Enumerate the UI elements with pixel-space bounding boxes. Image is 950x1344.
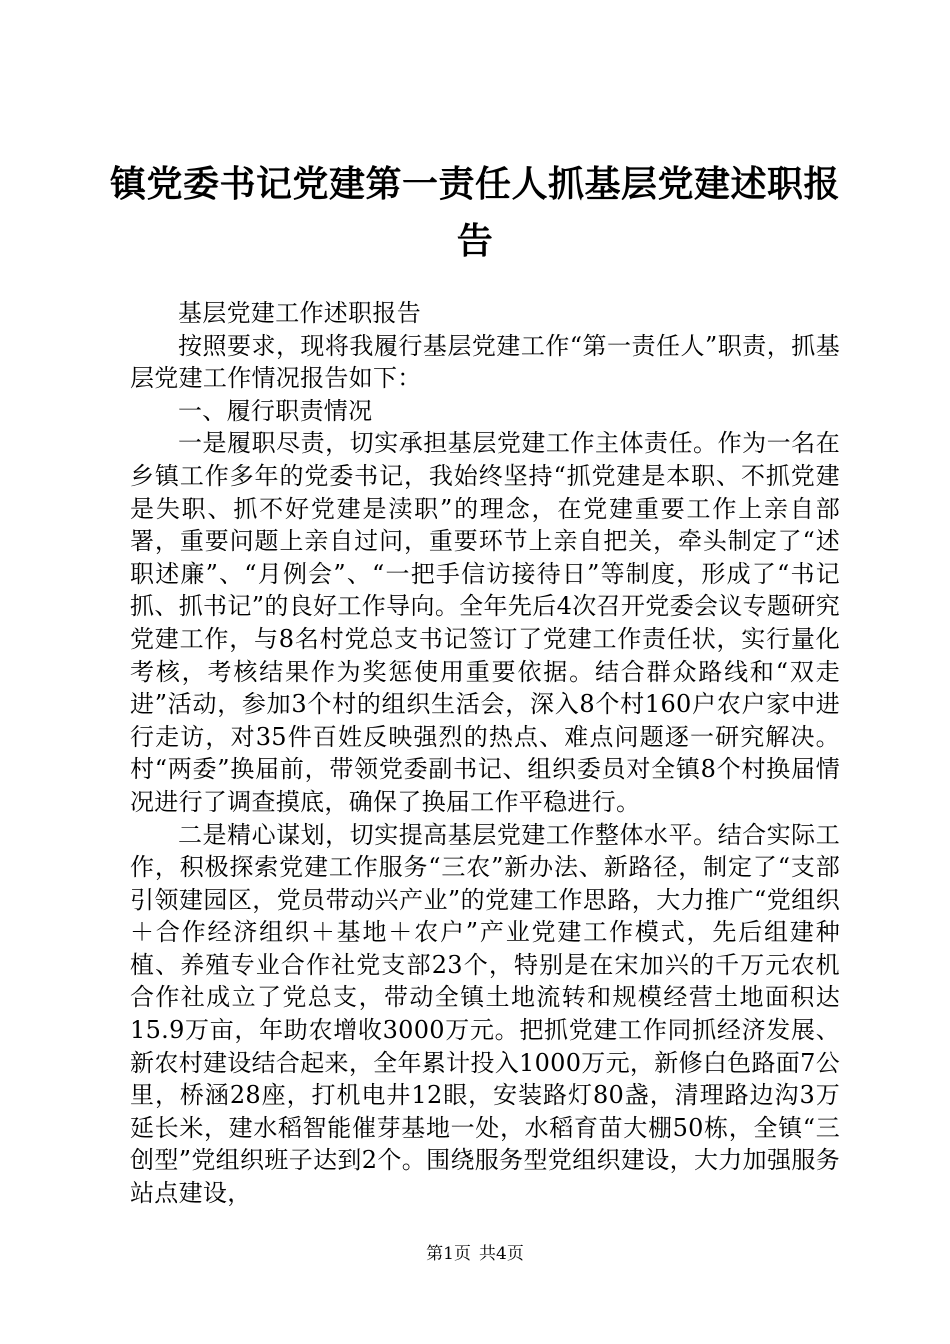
paragraph-intro: 按照要求，现将我履行基层党建工作“第一责任人”职责，抓基层党建工作情况报告如下： xyxy=(130,331,840,393)
section-heading: 一、履行职责情况 xyxy=(178,396,373,425)
paragraph-subtitle: 基层党建工作述职报告 xyxy=(178,299,421,327)
page-total: 共4页 xyxy=(479,1244,524,1264)
document-body xyxy=(130,297,840,1210)
paragraph-item-two: 二是精心谋划，切实提高基层党建工作整体水平。结合实际工作，积极探索党建工作服务“三农”新办法、新路径，制定了“支部引领建园区，党员带动兴产业”的党建工作思路，大力推广“党组织＋合作经济组织＋基地＋农户”产业党建工作模式，先后组建种植、养殖专业合作社党支部23个，特别是在宋加兴的千万元农机合作社成立了党总支，带动全镇土地流转和规模经营土地面积达15.9万亩，年助农增收3000万元。把抓党建工作同抓经济发展、新农村建设结合起来，全年累计投入1000万元，新修白色路面7公里，桥涵28座，打机电井12眼，安装路灯80盏，清理路边沟3万延长米，建水稻智能催芽基地一处，水稻育苗大棚50栋，全镇“三创型”党组织班子达到2个。围绕服务型党组织建设，大力加强服务站点建设， xyxy=(130,820,840,1208)
document-title: 镇党委书记党建第一责任人抓基层党建述职报告 xyxy=(110,164,841,262)
paragraph-item-one: 一是履职尽责，切实承担基层党建工作主体责任。作为一名在乡镇工作多年的党委书记，我始终坚持“抓党建是本职、不抓党建是失职、抓不好党建是渎职”的理念，在党建重要工作上亲自部署，重要问题上亲自过问，重要环节上亲自把关，牵头制定了“述职述廉”、“月例会”、“一把手信访接待日”等制度，形成了“书记抓、抓书记”的良好工作导向。全年先后4次召开党委会议专题研究党建工作，与8名村党总支书记签订了党建工作责任状，实行量化考核，考核结果作为奖惩使用重要依据。结合群众路线和“双走进”活动，参加3个村的组织生活会，深入8个村160户农户家中进行走访，对35件百姓反映强烈的热点、难点问题逐一研究解决。村“两委”换届前，带领党委副书记、组织委员对全镇8个村换届情况进行了调查摸底，确保了换届工作平稳进行。 xyxy=(130,429,840,816)
page-footer xyxy=(0,1242,950,1266)
page-number: 第1页 xyxy=(426,1244,471,1264)
